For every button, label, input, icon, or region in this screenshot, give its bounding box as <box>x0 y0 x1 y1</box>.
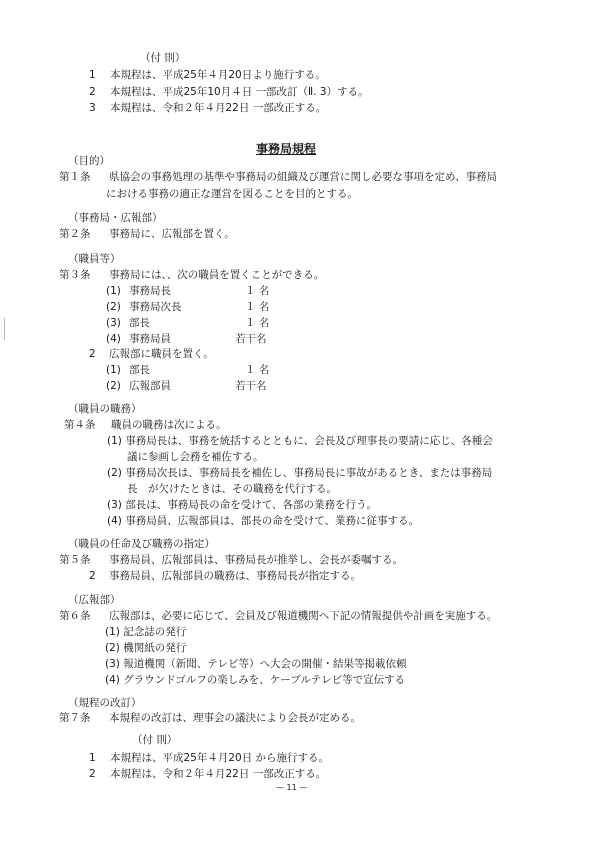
article-6-label: 第６条 <box>59 610 91 622</box>
staff-item-name: 事務局長 <box>129 285 171 297</box>
article-5-text: 事務局員、広報部員は、事務局長が推挙し、会長が委嘱する。 <box>109 554 403 566</box>
staff-item-name: 事務局次長 <box>129 301 182 313</box>
article-5-label: 第５条 <box>59 554 91 566</box>
article-7-heading: （規程の改訂） <box>68 697 142 709</box>
article-6-text: 広報部は、必要に応じて、会員及び報道機関へ下記の情報提供や計画を実施する。 <box>109 610 498 622</box>
article-3-para2-number: 2 <box>89 348 96 360</box>
staff-item-number: (3) <box>106 317 121 329</box>
article-1-text: 県協会の事務処理の基準や事務局の組織及び運営に関し必要な事項を定め、事務局 <box>109 171 498 183</box>
article-7-label: 第７条 <box>59 712 91 724</box>
article-6-heading: （広報部） <box>68 594 121 606</box>
article-5-heading: （職員の任命及び職務の指定） <box>68 538 215 550</box>
page-number: — 11 — <box>276 783 308 792</box>
staff-item-name: 事務局員 <box>129 333 171 345</box>
article-1-heading: （目的） <box>68 155 110 167</box>
pr-activity-item: (2) 機関紙の発行 <box>105 642 187 654</box>
staff-item-quantity: 若干名 <box>235 333 267 345</box>
bottom-supplement-heading: （付 則） <box>132 734 178 746</box>
article-1-label: 第１条 <box>59 171 91 183</box>
pr-staff-item-number: (2) <box>106 380 121 392</box>
top-supplement-item-text: 本規程は、平成25年10月４日 一部改訂（Ⅱ. 3）する。 <box>110 86 369 98</box>
scan-binding-mark <box>4 318 5 340</box>
article-3-heading: （職員等） <box>68 253 121 265</box>
bottom-supplement-item-text: 本規程は、平成25年４月20日 から施行する。 <box>110 752 330 764</box>
pr-activity-item: (4) グラウンドゴルフの楽しみを、ケーブルテレビ等で宣伝する <box>105 674 406 686</box>
staff-item-name: 部長 <box>129 317 150 329</box>
staff-item-quantity: １ 名 <box>245 285 270 297</box>
duty-item-1-cont: 議に参画し会務を補佐する。 <box>127 451 264 463</box>
duty-item-1: (1) 事務局長は、事務を統括するとともに、会長及び理事長の要請に応じ、各種会 <box>107 435 493 447</box>
pr-staff-item-name: 部長 <box>129 364 150 376</box>
article-5-para2-number: 2 <box>89 570 96 582</box>
pr-staff-item-name: 広報部員 <box>129 380 171 392</box>
article-3-para2-text: 広報部に職員を置く。 <box>109 348 214 360</box>
pr-staff-item-quantity: １ 名 <box>245 364 270 376</box>
bottom-supplement-item-number: 1 <box>89 752 96 764</box>
top-supplement-item-number: 1 <box>89 69 96 81</box>
duty-item-3: (3) 部長は、事務局長の命を受けて、各部の業務を行う。 <box>107 499 377 511</box>
duty-item-2: (2) 事務局次長は、事務局長を補佐し、事務局長に事故があるとき、または事務局 <box>107 467 493 479</box>
article-7-text: 本規程の改訂は、理事会の議決により会長が定める。 <box>109 712 361 724</box>
document-title: 事務局規程 <box>256 142 317 156</box>
staff-item-quantity: １ 名 <box>245 301 270 313</box>
top-supplement-heading: （付 則） <box>140 52 186 64</box>
staff-item-number: (1) <box>106 285 121 297</box>
article-4-text: 職員の職務は次による。 <box>111 419 227 431</box>
article-2-label: 第２条 <box>59 228 91 240</box>
pr-activity-item: (3) 報道機関（新聞、テレビ等）へ大会の開催・結果等掲載依頼 <box>105 658 407 670</box>
article-3-text: 事務局には、、次の職員を置くことができる。 <box>109 269 325 281</box>
article-2-text: 事務局に、広報部を置く。 <box>109 228 235 240</box>
pr-staff-item-number: (1) <box>106 364 121 376</box>
article-4-heading: （職員の職務） <box>68 403 142 415</box>
top-supplement-item-number: 3 <box>89 102 96 114</box>
article-5-para2-text: 事務局員、広報部員の職務は、事務局長が指定する。 <box>109 570 361 582</box>
top-supplement-item-text: 本規程は、令和２年４月22日 一部改正する。 <box>110 102 327 114</box>
bottom-supplement-item-number: 2 <box>89 768 96 780</box>
top-supplement-item-number: 2 <box>89 86 96 98</box>
pr-activity-item: (1) 記念誌の発行 <box>105 626 187 638</box>
duty-item-2-cont: 長 が欠けたときは、その職務を代行する。 <box>127 483 337 495</box>
pr-staff-item-quantity: 若干名 <box>235 380 267 392</box>
staff-item-quantity: １ 名 <box>245 317 270 329</box>
staff-item-number: (4) <box>106 333 121 345</box>
article-3-label: 第３条 <box>59 269 91 281</box>
staff-item-number: (2) <box>106 301 121 313</box>
top-supplement-item-text: 本規程は、平成25年４月20日より施行する。 <box>110 69 326 81</box>
article-1-text-cont: における事務の適正な運営を図ることを目的とする。 <box>106 188 358 200</box>
article-4-label: 第４条 <box>64 419 96 431</box>
bottom-supplement-item-text: 本規程は、令和２年４月22日 一部改正する。 <box>110 768 327 780</box>
article-2-heading: （事務局・広報部） <box>68 212 163 224</box>
duty-item-4: (4) 事務局員、広報部員は、部長の命を受けて、業務に従事する。 <box>107 515 419 527</box>
